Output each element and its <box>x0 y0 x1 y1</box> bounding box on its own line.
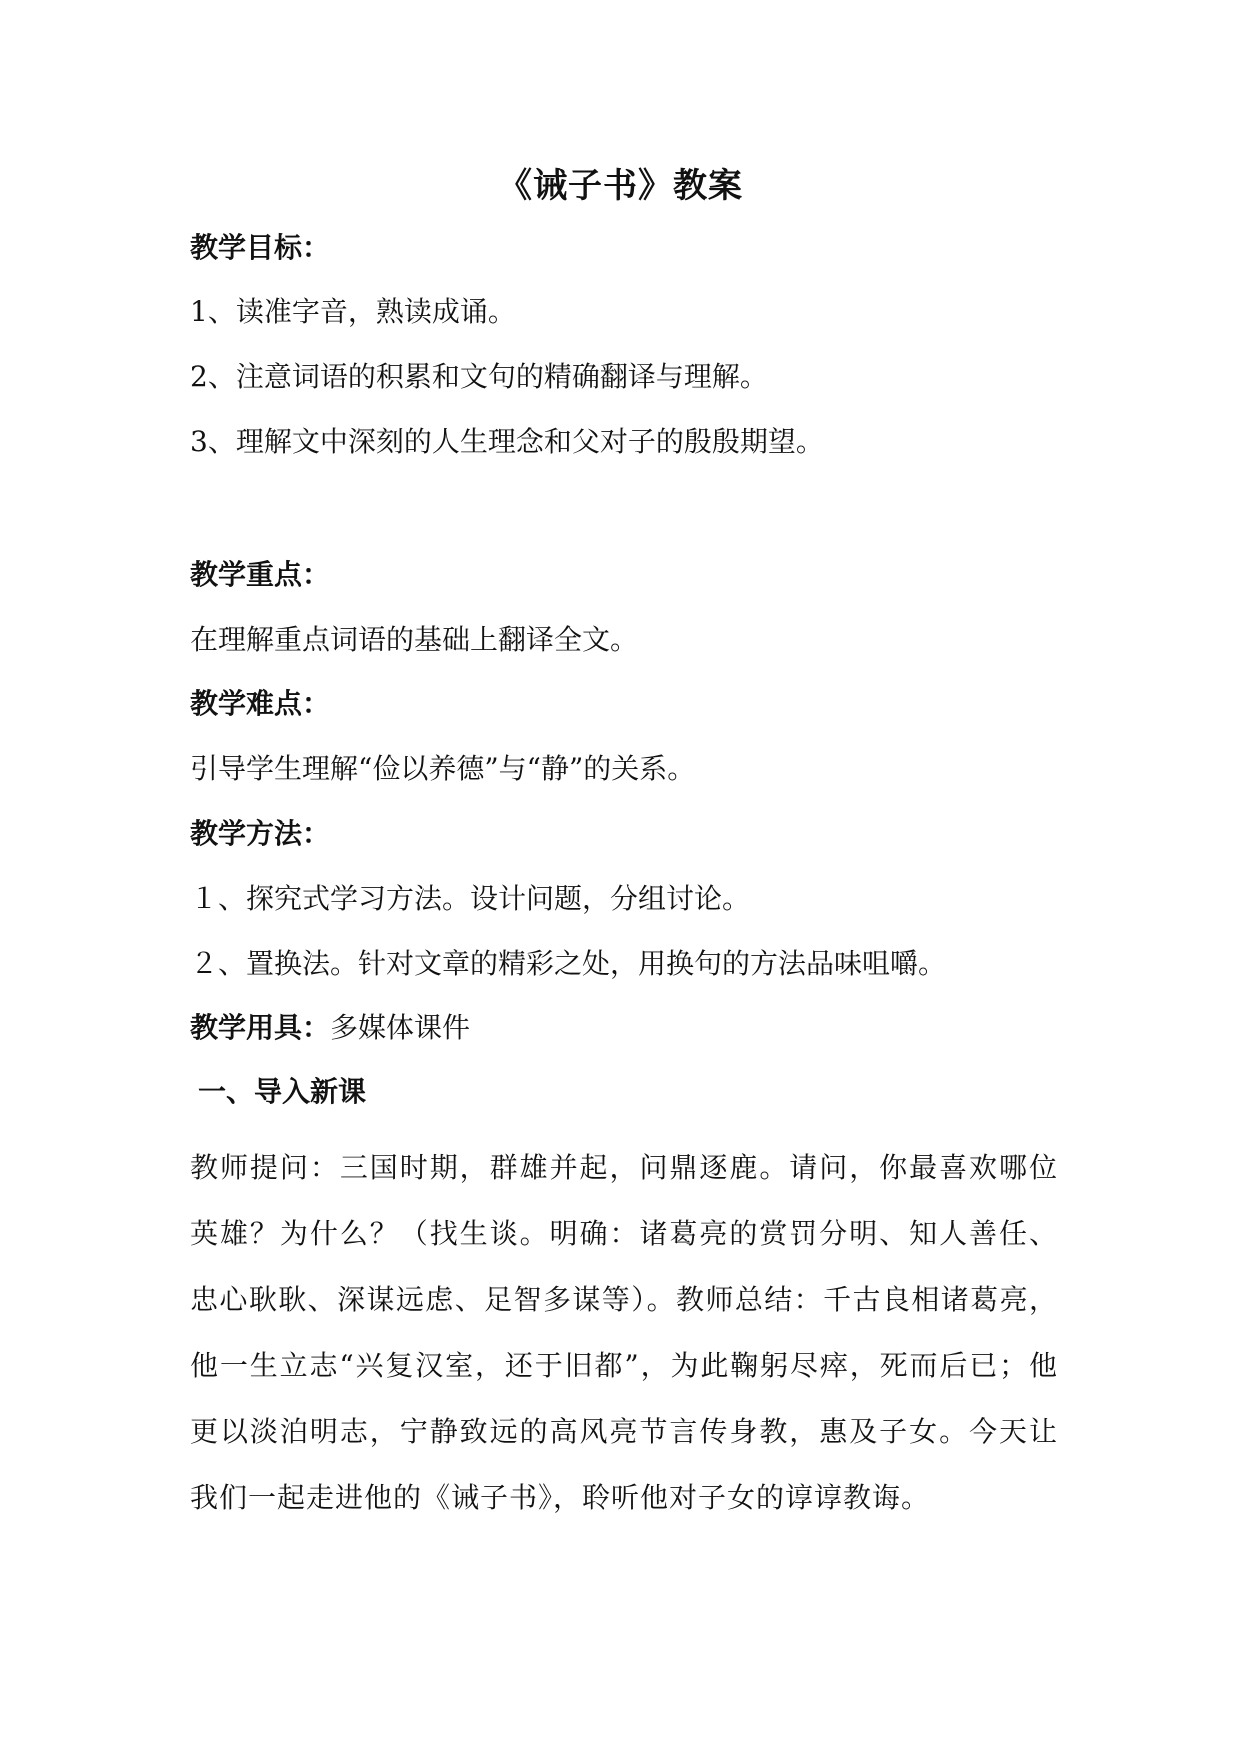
difficulties-heading: 教学难点： <box>190 687 331 720</box>
key-points-heading: 教学重点： <box>190 558 331 591</box>
document-title: 《诫子书》教案 <box>498 166 743 206</box>
objectives-heading: 教学目标： <box>190 231 331 264</box>
methods-heading: 教学方法： <box>190 817 331 850</box>
section1-heading: 一、导入新课 <box>198 1075 367 1108</box>
objective-item-1: 1、读准字音，熟读成诵。 <box>190 295 516 328</box>
objective-item-3: 3、理解文中深刻的人生理念和父对子的殷殷期望。 <box>190 425 824 458</box>
method-item-1: １、探究式学习方法。设计问题，分组讨论。 <box>190 882 751 915</box>
key-points-text: 在理解重点词语的基础上翻译全文。 <box>190 623 639 656</box>
objective-item-2: 2、注意词语的积累和文句的精确翻译与理解。 <box>190 360 768 393</box>
difficulties-text: 引导学生理解“俭以养德”与“静”的关系。 <box>190 752 696 785</box>
section1-paragraph: 教师提问：三国时期，群雄并起，问鼎逐鹿。请问，你最喜欢哪位英雄？为什么？（找生谈。明确：诸葛亮的赏罚分明、知人善任、忠心耿耿、深谋远虑、足智多谋等）。教师总结：千古良相诸葛亮，他一生立志“兴复汉室，还于旧都”，为此鞠躬尽瘁，死而后已；他更以淡泊明志，宁静致远的高风亮节言传身教，惠及子女。今天让我们一起走进他的《诫子书》，聆听他对子女的谆谆教诲。 <box>190 1151 1058 1514</box>
tools-line <box>190 1008 470 1048</box>
tools-text: 多媒体课件 <box>330 1011 471 1044</box>
method-item-2: ２、置换法。针对文章的精彩之处，用换句的方法品味咀嚼。 <box>190 947 947 980</box>
tools-heading: 教学用具： <box>190 1011 331 1044</box>
